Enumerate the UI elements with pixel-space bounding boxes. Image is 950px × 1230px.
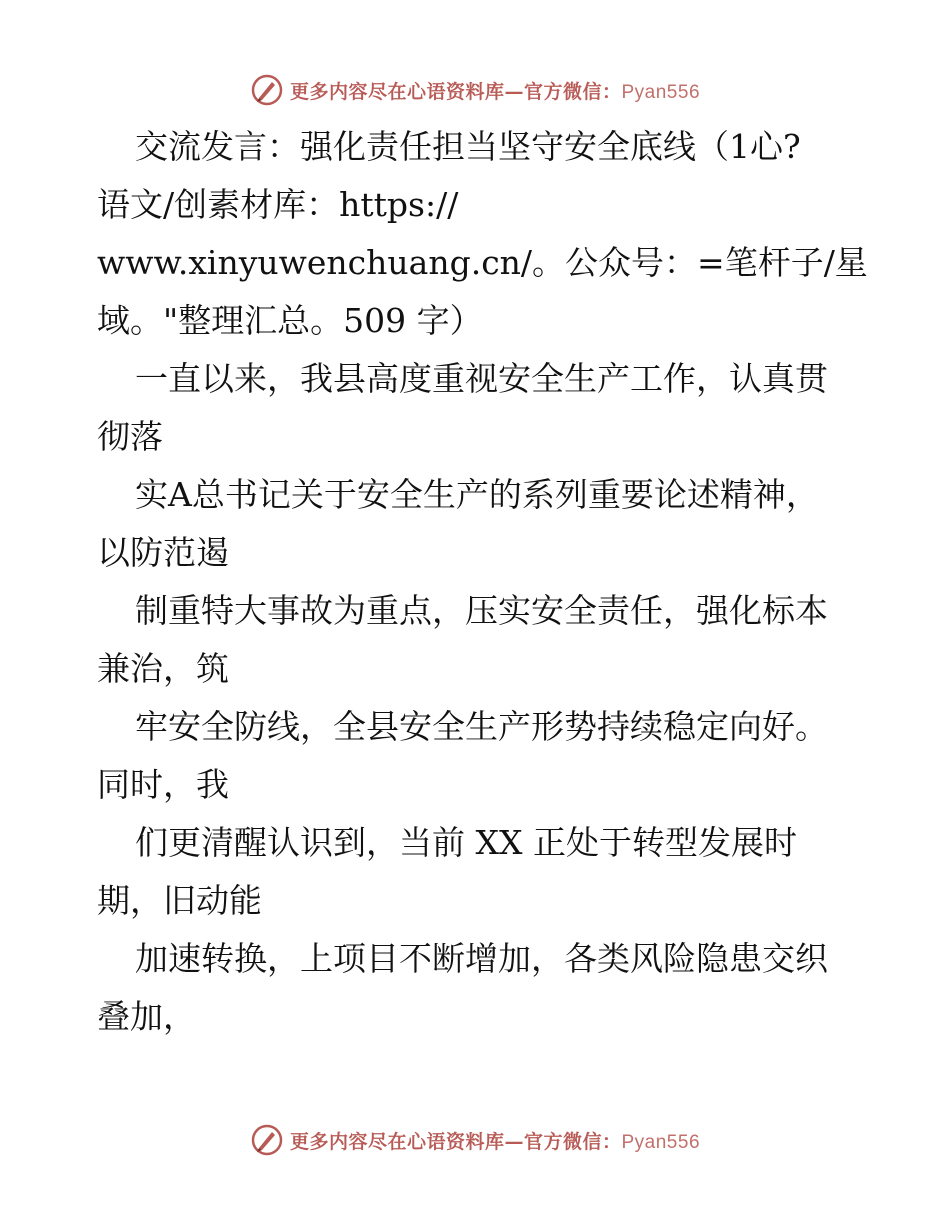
text-line: 加速转换，上项目不断增加，各类风险隐患交织 (135, 939, 828, 978)
text-line: www.xinyuwenchuang.cn/。公众号：=笔杆子/星 (97, 243, 868, 282)
watermark-text: 更多内容尽在心语资料库—官方微信：Pyan556 (289, 80, 701, 103)
text-line: 以防范遏 (97, 533, 229, 572)
text-line: 制重特大事故为重点，压实安全责任，强化标本 (135, 591, 828, 630)
footer-watermark (0, 1122, 950, 1158)
text-line: 期，旧动能 (97, 881, 262, 920)
text-line: 一直以来，我县高度重视安全生产工作，认真贯 (135, 359, 828, 398)
text-line: 实A总书记关于安全生产的系列重要论述精神， (135, 475, 819, 514)
text-line: 牢安全防线，全县安全生产形势持续稳定向好。 (135, 707, 828, 746)
watermark-text: 更多内容尽在心语资料库—官方微信：Pyan556 (289, 1130, 701, 1153)
text-line: 兼治，筑 (97, 649, 229, 688)
text-line: 语文/创素材库：https:// (97, 185, 459, 224)
text-line: 叠加， (97, 997, 196, 1036)
document-body (97, 118, 868, 1046)
header-watermark (0, 72, 950, 108)
text-line: 域。"整理汇总。509 字） (97, 301, 483, 340)
quill-logo-icon (250, 1123, 284, 1157)
quill-logo-icon (250, 73, 284, 107)
text-line: 交流发言：强化责任担当坚守安全底线（1心? (135, 127, 801, 166)
text-line: 同时，我 (97, 765, 229, 804)
text-line: 彻落 (97, 417, 163, 456)
text-line: 们更清醒认识到，当前 XX 正处于转型发展时 (135, 823, 797, 862)
